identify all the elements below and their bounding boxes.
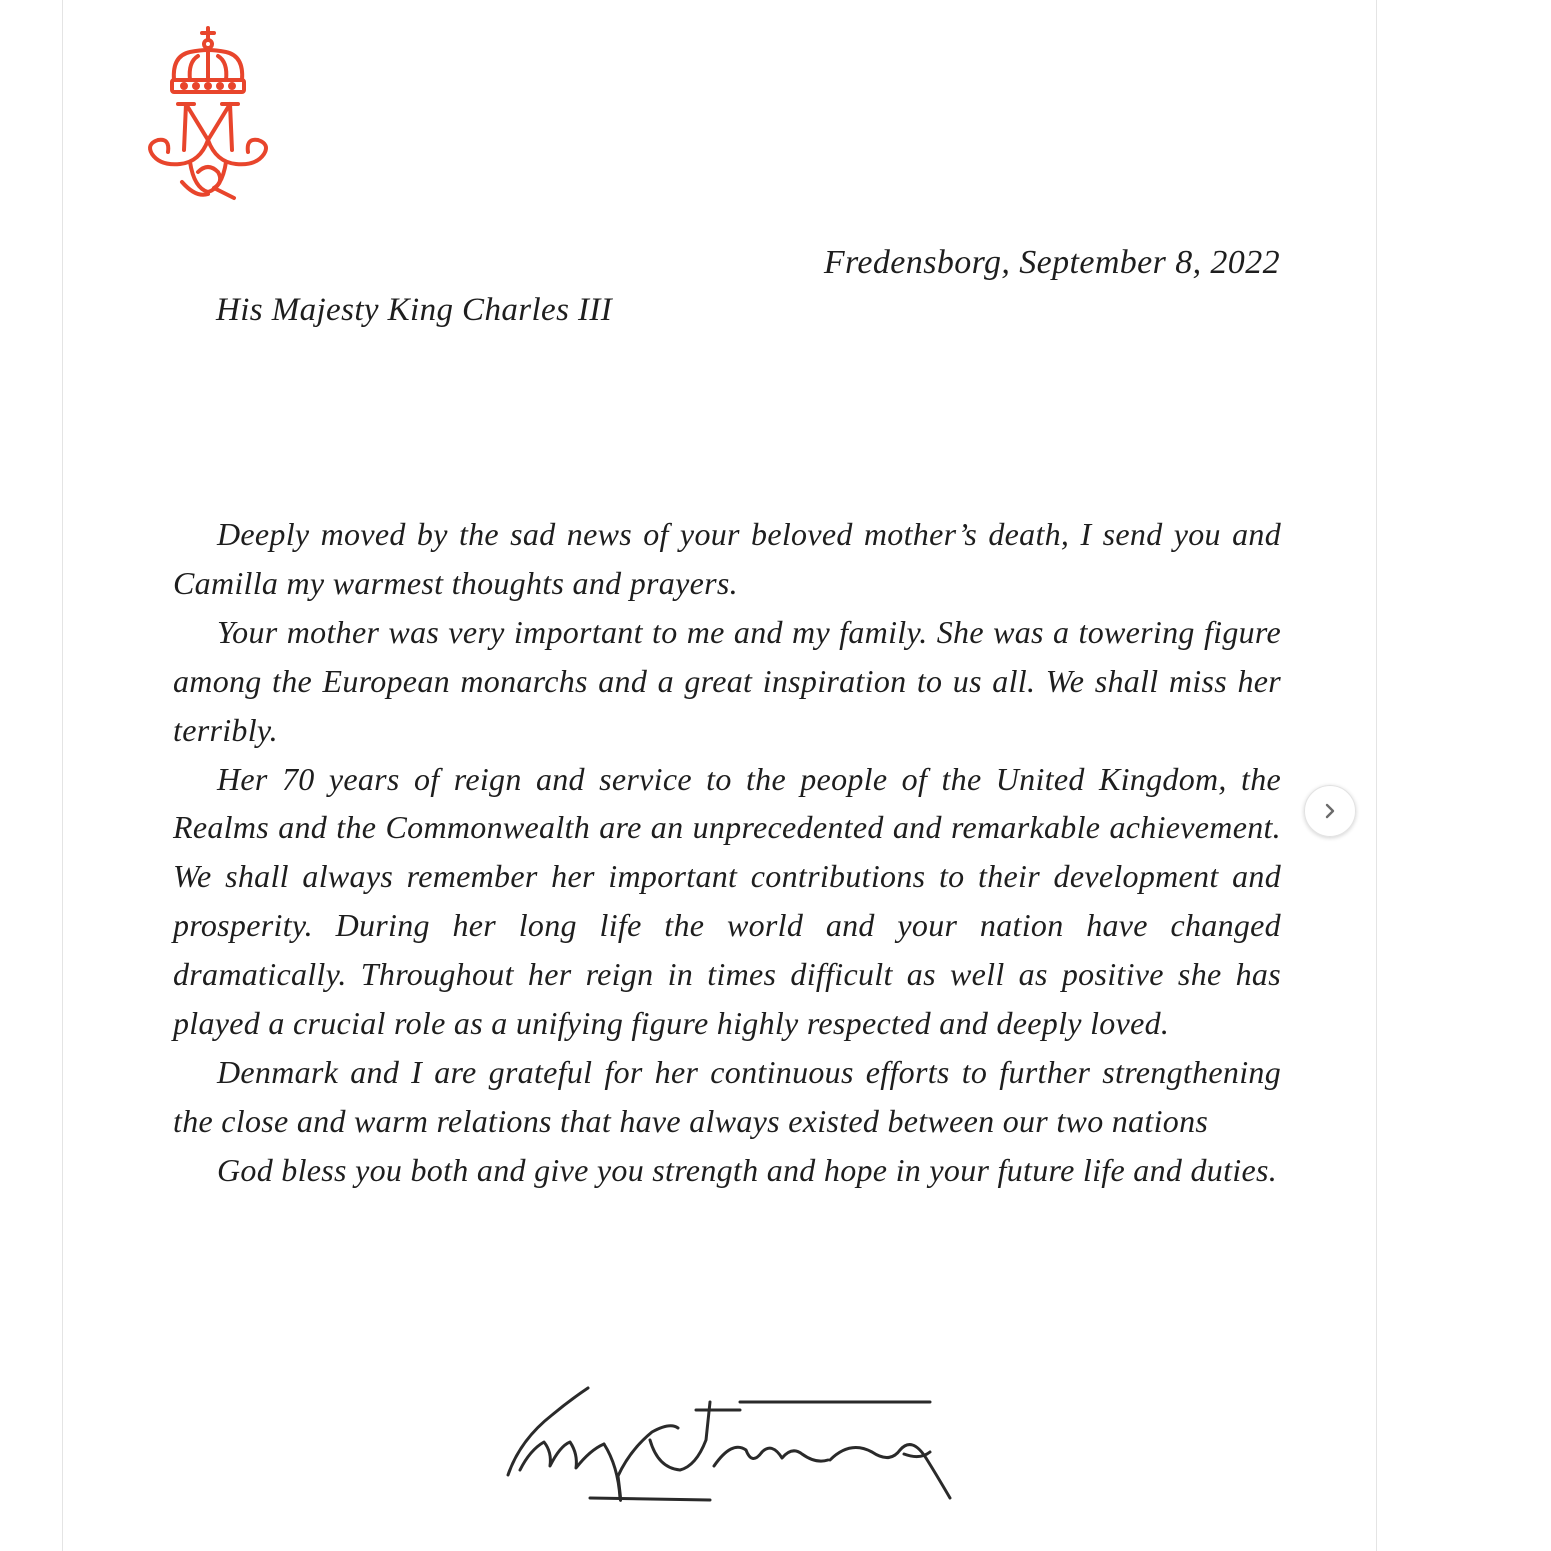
letter-dateline: Fredensborg, September 8, 2022 — [823, 244, 1280, 281]
letter-paragraph: Deeply moved by the sad news of your beloved mother’s death, I send you and Camilla my warmest thoughts and prayers. — [173, 516, 1281, 601]
royal-monogram-icon — [138, 22, 278, 202]
letter-paragraph: Her 70 years of reign and service to the people of the United Kingdom, the Realms and the Commonwealth are an unprecedented and remarkable achievement. We shall always remember her important contributions to their development and prosperity. During her long life the world and your nation have changed dramatically. Throughout her reign in times difficult as well as positive she has played a crucial role as a unifying figure highly respected and deeply loved. — [173, 760, 1281, 1042]
signature — [500, 1380, 960, 1520]
chevron-right-icon — [1320, 801, 1340, 821]
letter-paragraph: Your mother was very important to me and my family. She was a towering figure among the European monarchs and a great inspiration to us all. We shall miss her terribly. — [173, 613, 1281, 748]
letter-body — [173, 510, 1281, 1195]
letter-paragraph: Denmark and I are grateful for her continuous efforts to further strengthening the close and warm relations that have always existed between our two nations — [173, 1053, 1281, 1139]
letter-recipient: His Majesty King Charles III — [216, 292, 613, 328]
letter-paragraph: God bless you both and give you strength and hope in your future life and duties. — [217, 1151, 1278, 1188]
carousel-next-button[interactable] — [1304, 785, 1356, 837]
